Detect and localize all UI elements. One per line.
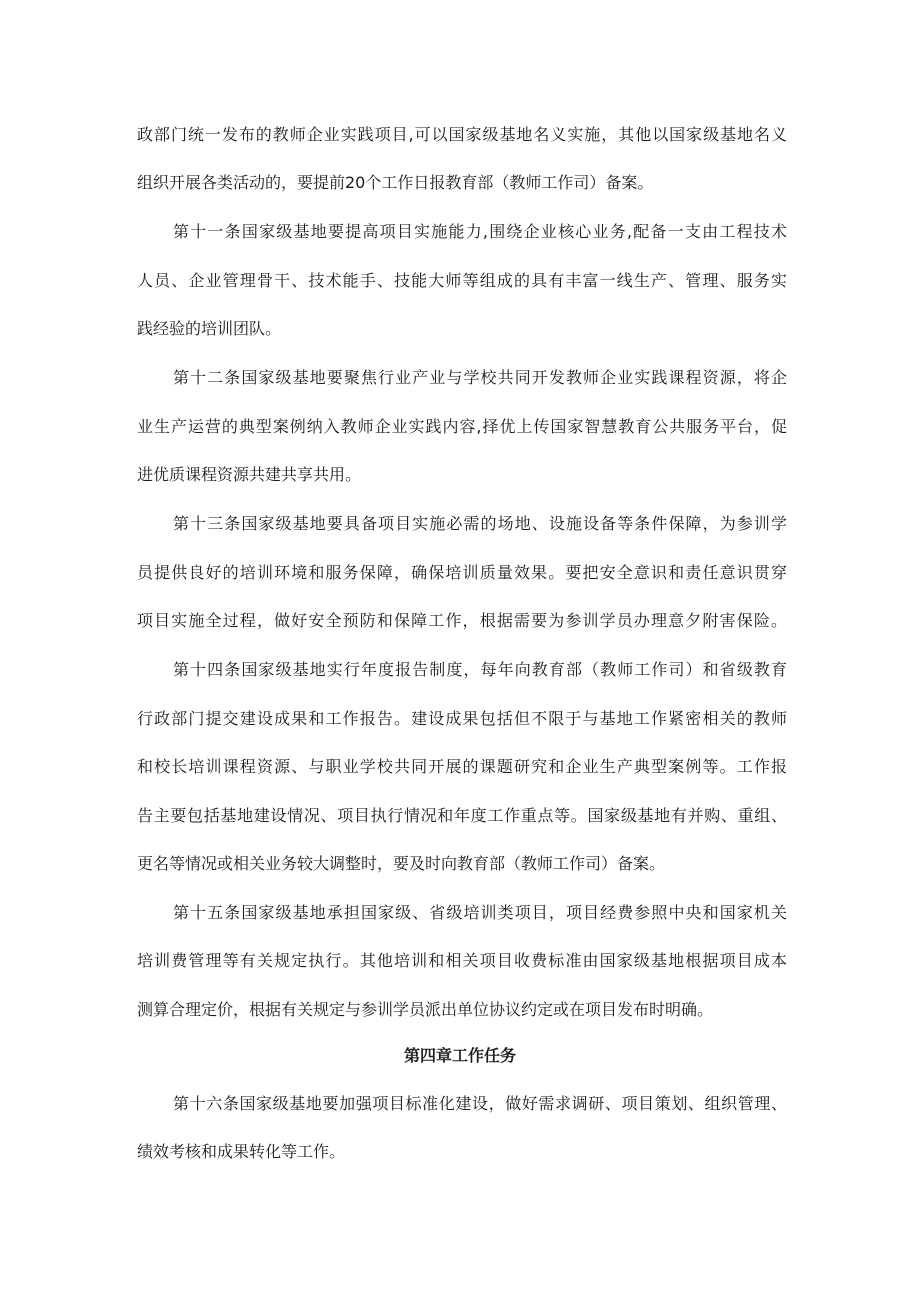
paragraph-line: 践经验的培训团队。: [137, 319, 282, 338]
paragraph-line: 政部门统一发布的教师企业实践项目,可以国家级基地名义实施，其他以国家级基地名义: [137, 125, 787, 144]
paragraph-line: 第十二条国家级基地要聚焦行业产业与学校共同开发教师企业实践课程资源，将企: [173, 368, 787, 387]
paragraph-line: 业生产运营的典型案例纳入教师企业实践内容,择优上传国家智慧教育公共服务平台，促: [137, 417, 787, 436]
paragraph-line: 组织开展各类活动的，要提前20个工作日报教育部（教师工作司）备案。: [137, 173, 654, 192]
paragraph-line: 测算合理定价，根据有关规定与参训学员派出单位协议约定或在项目发布时明确。: [137, 1000, 714, 1019]
paragraph-line: 绩效考核和成果转化等工作。: [137, 1142, 346, 1161]
paragraph-line: 员提供良好的培训环境和服务保障，确保培训质量效果。要把安全意识和责任意识贯穿: [137, 563, 787, 582]
paragraph-line: 第十三条国家级基地要具备项目实施必需的场地、设施设备等条件保障，为参训学: [173, 514, 787, 533]
paragraph-line: 第十四条国家级基地实行年度报告制度，每年向教育部（教师工作司）和省级教育: [173, 660, 787, 679]
paragraph-line: 进优质课程资源共建共享共用。: [137, 465, 362, 484]
paragraph-line: 人员、企业管理骨干、技术能手、技能大师等组成的具有丰富一线生产、管理、服务实: [137, 271, 787, 290]
paragraph-line: 培训费管理等有关规定执行。其他培训和相关项目收费标准由国家级基地根据项目成本: [137, 951, 787, 970]
paragraph-line: 行政部门提交建设成果和工作报告。建设成果包括但不限于与基地工作紧密相关的教师: [137, 709, 787, 728]
paragraph-line: 第十六条国家级基地要加强项目标准化建设，做好需求调研、项目策划、组织管理、: [173, 1094, 787, 1113]
paragraph-line: 更名等情况或相关业务较大调整时，要及时向教育部（教师工作司）备案。: [137, 854, 666, 873]
chapter-heading: 第四章工作任务: [403, 1046, 516, 1065]
paragraph-line: 第十一条国家级基地要提高项目实施能力,围绕企业核心业务,配备一支由工程技术: [173, 222, 787, 241]
paragraph-line: 项目实施全过程，做好安全预防和保障工作，根据需要为参训学员办理意夕附害保险。: [137, 611, 787, 630]
paragraph-line: 第十五条国家级基地承担国家级、省级培训类项目，项目经费参照中央和国家机关: [173, 903, 787, 922]
paragraph-line: 和校长培训课程资源、与职业学校共同开展的课题研究和企业生产典型案例等。工作报: [137, 757, 787, 776]
paragraph-line: 告主要包括基地建设情况、项目执行情况和年度工作重点等。国家级基地有并购、重组、: [137, 806, 787, 825]
